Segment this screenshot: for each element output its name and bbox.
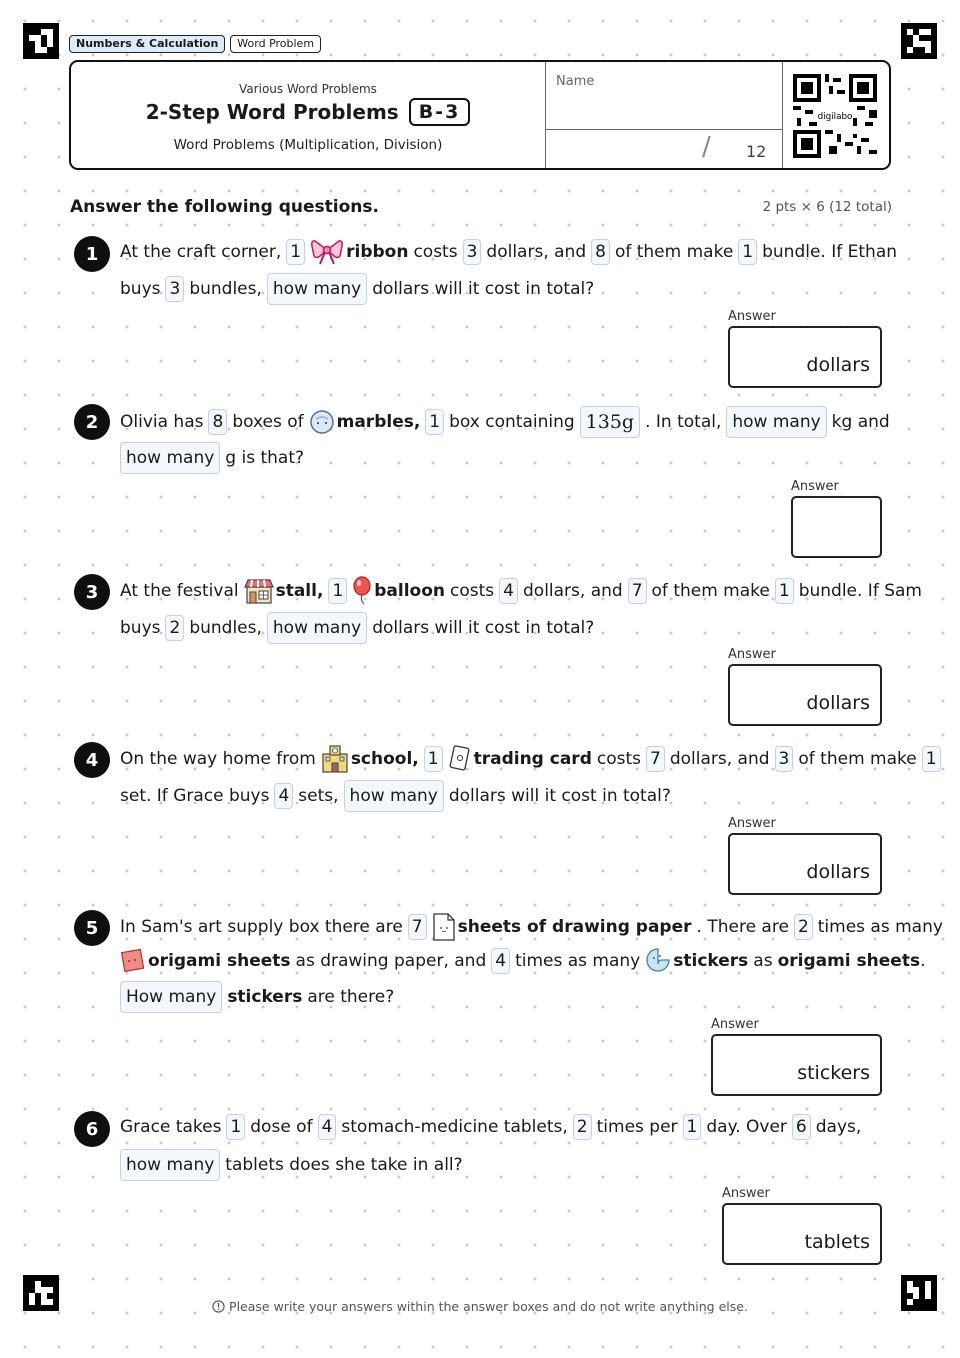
question-number: 6	[74, 1111, 110, 1147]
question-text: times as many	[515, 951, 641, 971]
number-box: 1	[775, 578, 794, 604]
question-text: costs	[413, 242, 458, 262]
answer-label: Answer	[728, 647, 776, 662]
category-tag: Numbers & Calculation	[69, 35, 225, 53]
corner-marker-top-right	[901, 23, 937, 59]
question-text: tablets does she take in all?	[225, 1155, 463, 1175]
question-line	[120, 406, 895, 438]
question-text: sets,	[298, 786, 339, 806]
number-box: 4	[499, 578, 518, 604]
question-text: boxes of	[232, 412, 304, 432]
answer-box[interactable]	[722, 1203, 882, 1265]
question-line	[120, 273, 599, 305]
question-text: stomach-medicine tablets,	[341, 1117, 568, 1137]
answer-unit: dollars	[806, 354, 870, 376]
question-number: 5	[74, 910, 110, 946]
question-line	[120, 238, 902, 266]
question-text: of them make	[614, 242, 734, 262]
stall-icon	[244, 577, 274, 605]
answer-label: Answer	[791, 479, 839, 494]
footer-note	[0, 1299, 960, 1314]
question-text: as drawing paper, and	[295, 951, 487, 971]
answer-label: Answer	[722, 1186, 770, 1201]
number-box: 8	[208, 409, 227, 435]
question-line	[120, 947, 931, 975]
question-text: dose of	[250, 1117, 313, 1137]
question-text: .	[920, 951, 926, 971]
ribbon-icon	[310, 238, 344, 266]
question-text: Grace takes	[120, 1117, 222, 1137]
answer-label: Answer	[728, 309, 776, 324]
number-box: 1	[226, 1114, 245, 1140]
number-box: 3	[775, 746, 794, 772]
question-number: 3	[74, 574, 110, 610]
question-text: dollars, and	[523, 581, 623, 601]
question-text: times as many	[817, 917, 943, 937]
footer-text: Please write your answers within the answer boxes and do not write anything else.	[229, 1299, 748, 1314]
title-row	[71, 98, 545, 126]
question-text: box containing	[449, 412, 575, 432]
answer-unit: stickers	[797, 1062, 870, 1084]
school-icon	[321, 744, 349, 774]
question-line	[120, 912, 948, 942]
marbles-icon	[309, 409, 335, 435]
place-label: school,	[321, 744, 419, 774]
category-tags	[69, 35, 321, 53]
question-text: . In total,	[645, 412, 722, 432]
question-text: dollars will it cost in total?	[448, 786, 671, 806]
question-text: dollars will it cost in total?	[372, 279, 595, 299]
item-label: stickers	[227, 987, 303, 1007]
instructions: Answer the following questions.	[70, 197, 379, 217]
how-many-box: how many	[120, 1149, 220, 1181]
answer-box[interactable]	[728, 664, 882, 726]
question-line	[120, 981, 399, 1013]
question-text: day. Over	[706, 1117, 787, 1137]
item-label: ribbon	[310, 238, 408, 266]
question-text: g is that?	[225, 448, 305, 468]
answer-box[interactable]	[728, 326, 882, 388]
amount-box: 135g	[580, 406, 640, 438]
question-text: Olivia has	[120, 412, 204, 432]
item-label: sheets of drawing paper	[432, 912, 692, 942]
question-text: On the way home from	[120, 749, 316, 769]
number-box: 1	[683, 1114, 702, 1140]
question-text: costs	[450, 581, 495, 601]
qr-caption: digilabo	[817, 112, 853, 123]
question-text: dollars, and	[669, 749, 770, 769]
page-title: 2-Step Word Problems	[145, 100, 399, 124]
number-box: 6	[792, 1114, 811, 1140]
question-text: set. If Grace buys	[120, 786, 270, 806]
header-description: Word Problems (Multiplication, Division)	[173, 137, 443, 153]
question-text: days,	[815, 1117, 862, 1137]
question-text: dollars, and	[486, 242, 587, 262]
question-text: bundles,	[189, 279, 262, 299]
number-box: 1	[738, 239, 757, 265]
question-text: buys	[120, 279, 161, 299]
question-line	[120, 442, 309, 474]
balloon-icon	[352, 576, 372, 606]
number-box: 4	[318, 1114, 337, 1140]
score-slash: /	[702, 132, 711, 162]
number-box: 3	[463, 239, 482, 265]
question-text: At the festival	[120, 581, 239, 601]
trading-card-icon	[448, 744, 472, 774]
number-box: 1	[286, 239, 305, 265]
number-box: 1	[425, 409, 444, 435]
question-line	[120, 612, 599, 644]
question-text: . There are	[696, 917, 789, 937]
answer-label: Answer	[728, 816, 776, 831]
origami-sheet-icon	[120, 947, 146, 975]
question-line	[120, 744, 946, 774]
how-many-box: How many	[120, 981, 222, 1013]
question-line	[120, 1149, 468, 1181]
info-icon	[212, 1300, 225, 1313]
number-box: 8	[591, 239, 610, 265]
item-label: marbles,	[309, 409, 421, 435]
sticker-icon	[645, 947, 671, 975]
number-box: 7	[628, 578, 647, 604]
number-box: 2	[165, 615, 184, 641]
place-label: stall,	[244, 577, 324, 605]
question-text: as	[753, 951, 773, 971]
question-text: kg and	[831, 412, 890, 432]
answer-box[interactable]	[791, 496, 882, 558]
type-tag: Word Problem	[230, 35, 321, 53]
number-box: 1	[328, 578, 347, 604]
question-number: 4	[74, 742, 110, 778]
how-many-box: how many	[120, 442, 220, 474]
name-score-block	[545, 62, 783, 168]
question-number: 2	[74, 404, 110, 440]
points-info: 2 pts × 6 (12 total)	[762, 199, 892, 215]
score-total: 12	[746, 142, 767, 161]
question-text: bundle. If Sam	[798, 581, 922, 601]
how-many-box: how many	[726, 406, 826, 438]
question-text: At the craft corner,	[120, 242, 282, 262]
question-text: are there?	[307, 987, 395, 1007]
item-label: balloon	[352, 576, 445, 606]
item-label: origami sheets	[777, 951, 921, 971]
answer-box[interactable]	[728, 833, 882, 895]
number-box: 1	[424, 746, 443, 772]
number-box: 3	[165, 276, 184, 302]
question-text: bundles,	[189, 618, 262, 638]
answer-box[interactable]	[711, 1034, 882, 1096]
question-text: times per	[596, 1117, 678, 1137]
question-text: of them make	[651, 581, 770, 601]
how-many-box: how many	[344, 780, 444, 812]
question-text: of them make	[798, 749, 917, 769]
answer-unit: dollars	[806, 861, 870, 883]
number-box: 4	[274, 783, 293, 809]
question-text: dollars will it cost in total?	[372, 618, 595, 638]
number-box: 7	[646, 746, 665, 772]
how-many-box: how many	[267, 273, 367, 305]
item-label: trading card	[448, 744, 592, 774]
header-subtitle: Various Word Problems	[239, 82, 377, 96]
item-label: stickers	[645, 947, 748, 975]
question-line	[120, 576, 927, 606]
question-line	[120, 1114, 866, 1140]
worksheet-header	[69, 60, 891, 170]
corner-marker-top-left	[23, 23, 59, 59]
how-many-box: how many	[267, 612, 367, 644]
qr-code	[793, 74, 877, 158]
name-divider	[546, 129, 782, 130]
name-label: Name	[556, 74, 595, 89]
drawing-paper-icon	[432, 912, 456, 942]
question-line	[120, 780, 676, 812]
worksheet-code: B-3	[409, 98, 471, 126]
number-box: 4	[491, 948, 510, 974]
answer-unit: dollars	[806, 692, 870, 714]
question-number: 1	[74, 236, 110, 272]
answer-unit: tablets	[804, 1231, 870, 1253]
number-box: 2	[573, 1114, 592, 1140]
question-text: costs	[596, 749, 642, 769]
item-label: origami sheets	[120, 947, 291, 975]
answer-label: Answer	[711, 1017, 759, 1032]
number-box: 2	[794, 914, 813, 940]
title-block	[71, 62, 545, 168]
question-text: bundle. If Ethan	[762, 242, 898, 262]
question-text: buys	[120, 618, 161, 638]
number-box: 1	[922, 746, 941, 772]
number-box: 7	[408, 914, 427, 940]
question-text: In Sam's art supply box there are	[120, 917, 403, 937]
